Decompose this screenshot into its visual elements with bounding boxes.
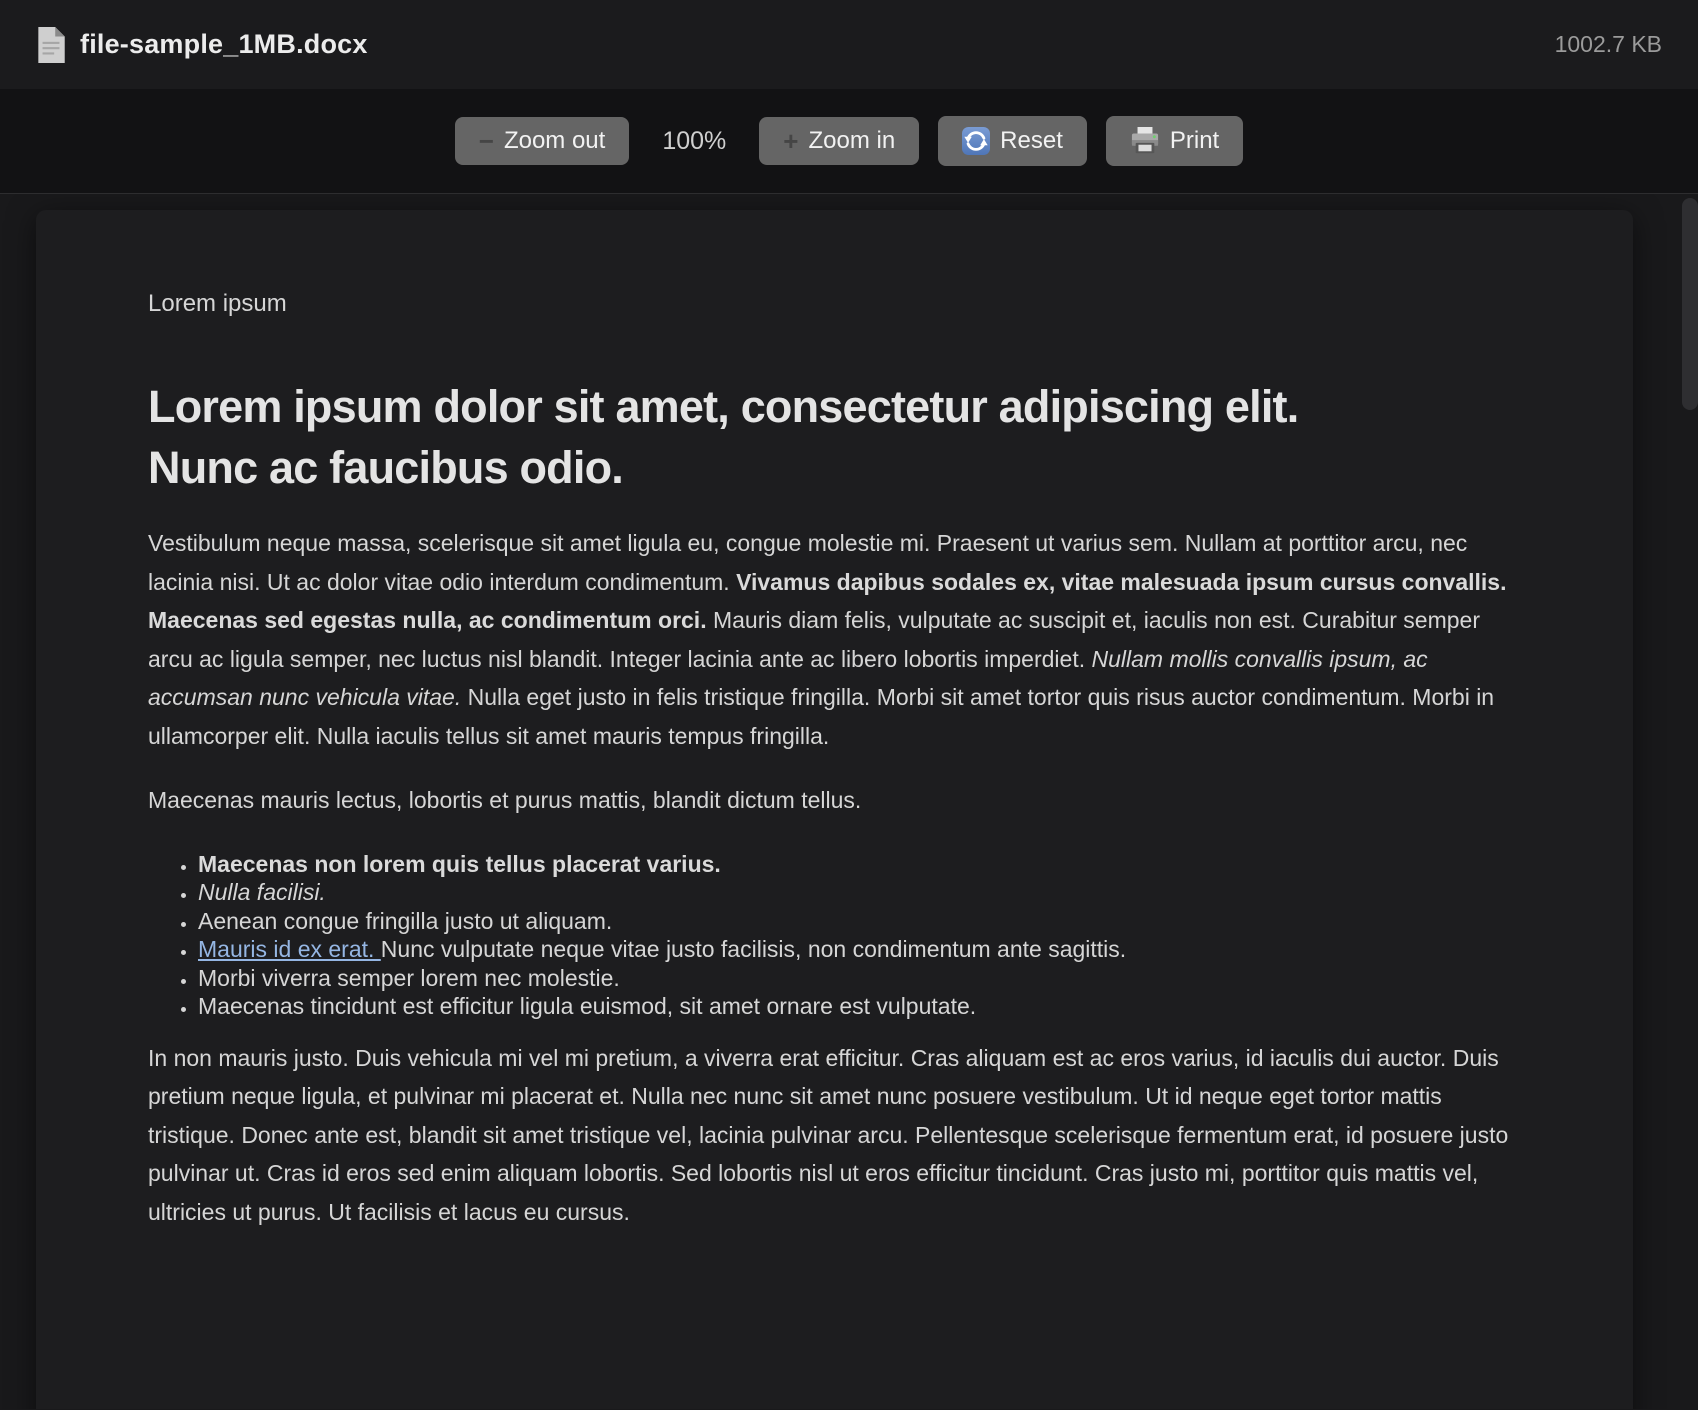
document-paragraph bbox=[148, 524, 1521, 755]
plus-icon: + bbox=[783, 126, 799, 156]
document-page bbox=[36, 210, 1633, 1409]
refresh-icon bbox=[962, 127, 990, 155]
reset-button[interactable] bbox=[938, 116, 1087, 166]
list-item: • Aenean congue fringilla justo ut aliquam. bbox=[198, 907, 1521, 936]
file-header bbox=[0, 0, 1698, 89]
zoom-out-label: Zoom out bbox=[503, 127, 606, 154]
document-title bbox=[148, 376, 1521, 498]
document-paragraph: In non mauris justo. Duis vehicula mi vel mi pretium, a viverra erat efficitur. Cras aliquam est ac eros varius, id iaculis dui auctor. Duis pretium neque ligula, et pulvinar mi placerat et. Nulla nec nunc sit amet nunc posuere vestibulum. Ut id neque eget tortor mattis tristique. Donec ante est, blandit sit amet tristique vel, lacinia pulvinar arcu. Pellentesque scelerisque fermentum erat, id posuere justo pulvinar ut. Cras id eros sed enim aliquam lobortis. Sed lobortis nisl ut eros efficitur tincidunt. Cras justo mi, porttitor quis mattis vel, ultricies ut purus. Ut facilisis et lacus eu cursus. bbox=[148, 1044, 1509, 1225]
scrollbar-thumb[interactable] bbox=[1682, 198, 1698, 410]
file-size: 1002.7 KB bbox=[1554, 31, 1662, 57]
inline-link[interactable]: Mauris id ex erat. bbox=[198, 936, 381, 962]
file-name: file-sample_1MB.docx bbox=[80, 29, 368, 59]
list-item bbox=[198, 850, 1521, 879]
list-item-bold-text: Maecenas non lorem quis tellus placerat varius. bbox=[198, 850, 721, 877]
document-title-line2: Nunc ac faucibus odio. bbox=[148, 442, 623, 493]
list-item: • Morbi viverra semper lorem nec molestie. bbox=[198, 964, 1521, 993]
zoom-in-button[interactable] bbox=[759, 117, 919, 165]
document-viewport bbox=[0, 194, 1698, 1409]
paragraph-text: Mauris diam felis, vulputate ac suscipit et, iaculis non est. Curabitur semper arcu ac ligula semper, nec luctus nisl blandit. Integer lacinia ante ac libero lobortis imperdiet. bbox=[148, 607, 1480, 672]
list-item-text: Nunc vulputate neque vitae justo facilisis, non condimentum ante sagittis. bbox=[380, 936, 1127, 962]
paragraph-bold-text: Vivamus dapibus sodales ex, vitae malesuada ipsum cursus convallis. Maecenas sed egestas nulla, ac condimentum orci. bbox=[148, 568, 1507, 633]
print-label: Print bbox=[1169, 127, 1220, 154]
zoom-in-label: Zoom in bbox=[808, 127, 896, 154]
paragraph-text: Vestibulum neque massa, scelerisque sit amet ligula eu, congue molestie mi. Praesent ut varius sem. Nullam at porttitor arcu, nec lacinia nisi. Ut ac dolor vitae odio interdum condimentum. bbox=[148, 530, 1468, 595]
list-item: • Maecenas tincidunt est efficitur ligula euismod, sit amet ornare est vulputate. bbox=[198, 992, 1521, 1021]
zoom-out-button[interactable] bbox=[455, 117, 630, 165]
list-item bbox=[198, 878, 1521, 907]
file-info bbox=[36, 26, 368, 64]
document-paragraph: Maecenas mauris lectus, lobortis et purus mattis, blandit dictum tellus. bbox=[148, 787, 862, 813]
minus-icon: − bbox=[478, 126, 494, 156]
list-item-italic-text: Nulla facilisi. bbox=[198, 879, 326, 905]
document-icon bbox=[36, 26, 66, 64]
zoom-level-value: 100% bbox=[662, 126, 727, 155]
paragraph-text: Nulla eget justo in felis tristique fringilla. Morbi sit amet tortor quis risus auctor condimentum. Morbi in ullamcorper elit. Nulla iaculis tellus sit amet mauris tempus fringilla. bbox=[148, 684, 1495, 749]
print-button[interactable] bbox=[1106, 116, 1243, 166]
toolbar bbox=[0, 89, 1698, 194]
document-title-line1: Lorem ipsum dolor sit amet, consectetur adipiscing elit. bbox=[148, 381, 1299, 432]
list-item bbox=[198, 935, 1521, 964]
printer-icon bbox=[1130, 127, 1160, 155]
intro-paragraph: Lorem ipsum bbox=[148, 290, 287, 317]
paragraph-italic-text: Nullam mollis convallis ipsum, ac accumsan nunc vehicula vitae. bbox=[148, 645, 1428, 710]
reset-label: Reset bbox=[1000, 127, 1063, 154]
bullet-list bbox=[148, 850, 1521, 1021]
